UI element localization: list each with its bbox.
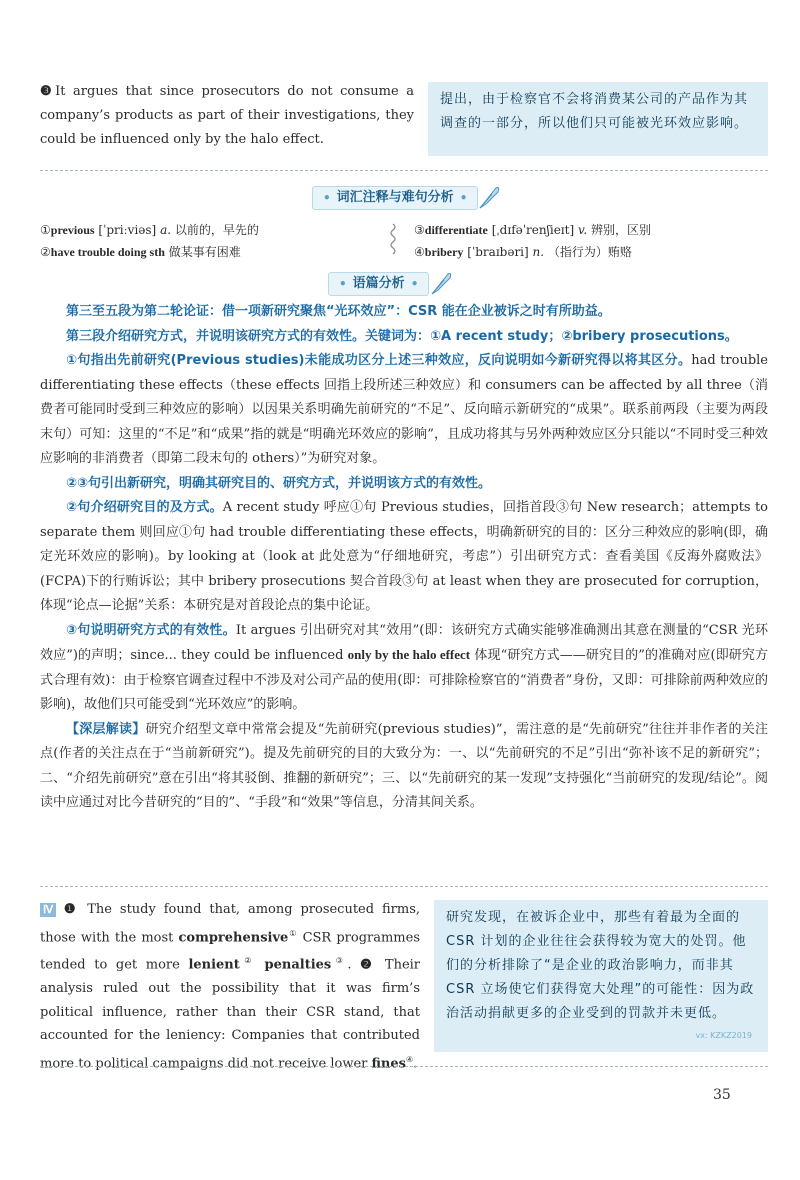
english-paragraph-4: Ⅳ ❶ The study found that, among prosecuted firms, those with the most comprehensive① CSR programmes tended to get more lenient② penalties③. ❷ Their analysis ruled out the possibility that it was firm’s political influence, rather than their CSR stand, that accounted for the leniency: Companies that contributed more to political campaigns did not receive lower fines④. <box>40 902 421 1071</box>
watermark: vx: KZKZ2019 <box>695 1031 752 1040</box>
analysis-p6: ③句说明研究方式的有效性。It argues 引出研究对其“效用”(即：该研究方式确实能够准确测出其意在测量的“CSR 光环效应”)的声明；since... they could be influenced only by the halo effect 体现“研究方式——研究目的”的准确对应(即研究方式合理有效)：由于检察官调查过程中不涉及对公司产品的使用(即：可排除检察官的“消费者”身份，又即：可排除前两种效应的影响)，故他们只可能受到“光环效应”的影响。 <box>40 622 769 712</box>
english-paragraph-3 <box>40 80 414 152</box>
chinese-translation: 研究发现，在被诉企业中，那些有着最为全面的 CSR 计划的企业往往会获得较为宽大的处罚。他们的分析排除了“是企业的政治影响力，而非其 CSR 立场使它们获得宽大处理”的可能性：因为政治活动捐献更多的企业受到的罚款并未更低。 <box>446 910 755 1021</box>
feather-pen-icon <box>476 184 502 210</box>
vocab-item-4: ④bribery [ˈbraɪbəri] n. （指行为）贿赂 <box>414 245 632 259</box>
analysis-p5: ②句介绍研究目的及方式。A recent study 呼应①句 Previous studies，回指首段③句 New research；attempts to separate them 则回应①句 had trouble differentiating these effects，明确新研究的目的：区分三种效应的影响(即，确定光环效应的影响)。by looking at（look at 此处意为“仔细地研究，考虑”）引出研究方式：查看美国《反海外腐败法》(FCPA)下的行贿诉讼；其中 bribery prosecutions 契合首段③句 at least when they are prosecuted for corruption，体现“论点—论据”关系：本研究是对首段论点的集中论证。 <box>40 500 768 613</box>
vocab-item-3: ③differentiate [ˌdɪfəˈrenʃieɪt] v. 辨别，区别 <box>414 223 651 237</box>
divider <box>40 170 768 171</box>
sentence-marker: ❸ <box>40 84 56 99</box>
spiral-binding-icon <box>388 222 398 260</box>
deep-reading: 【深层解读】研究介绍型文章中常常会提及“先前研究(previous studies)”，需注意的是“先前研究”往往并非作者的关注点(作者的关注点在于“当前新研究”)。提及先前研究的目的大致分为：一、以“先前研究的不足”引出“弥补该不足的新研究”；二、“介绍先前研究”意在引出“将其驳倒、推翻的新研究”；三、以“先前研究的某一发现”支持强化“当前研究的发现/结论”。阅读中应通过对比今昔研究的“目的”、“手段”和“效果”等信息，分清其间关系。 <box>40 721 768 810</box>
analysis-heading: • 语篇分析 • <box>328 272 429 296</box>
chinese-translation: 提出，由于检察官不会将消费某公司的产品作为其调查的一部分，所以他们只可能被光环效应影响。 <box>440 92 749 131</box>
divider <box>40 886 768 887</box>
divider <box>40 1066 768 1067</box>
analysis-heading-text: 语篇分析 <box>352 276 405 291</box>
vocab-item-2: ②have trouble doing sth 做某事有困难 <box>40 245 241 259</box>
analysis-body <box>40 300 768 816</box>
chinese-translation-box <box>428 82 768 156</box>
vocab-heading: • 词汇注释与难句分析 • <box>312 186 478 210</box>
vocab-heading-text: 词汇注释与难句分析 <box>336 190 454 205</box>
chinese-translation-box <box>434 900 768 1052</box>
page-number: 35 <box>713 1087 731 1103</box>
feather-pen-icon <box>428 270 454 296</box>
section-label: Ⅳ <box>40 903 56 917</box>
english-text: It argues that since prosecutors do not consume a company’s products as part of their investigations, they could be influenced only by the halo effect. <box>40 84 415 147</box>
analysis-p2: 第三段介绍研究方式，并说明该研究方式的有效性。关键词为：①A recent study；②bribery prosecutions。 <box>66 328 738 344</box>
vocab-item-1: ①previous [ˈpriːviəs] a. 以前的，早先的 <box>40 223 259 237</box>
analysis-p4: ②③句引出新研究，明确其研究目的、研究方式，并说明该方式的有效性。 <box>66 475 492 491</box>
analysis-p3: ①句指出先前研究(Previous studies)未能成功区分上述三种效应，反向说明如今新研究得以将其区分。had trouble differentiating these effects（these effects 回指上段所述三种效应）和 consumers can be affected by all three（消费者可能同时受到三种效应的影响）以因果关系明确先前研究的“不足”、反向暗示新研究的“成果”。联系前两段（主要为两段末句）可知：这里的“不足”和“成果”指的就是“明确光环效应的影响”，且成功将其与另外两种效应区分只能以“不同时受三种效应影响的非消费者（即第二段末句的 others）”为研究对象。 <box>40 353 768 466</box>
analysis-p1: 第三至五段为第二轮论证：借一项新研究聚焦“光环效应”：CSR 能在企业被诉之时有所助益。 <box>66 304 611 319</box>
